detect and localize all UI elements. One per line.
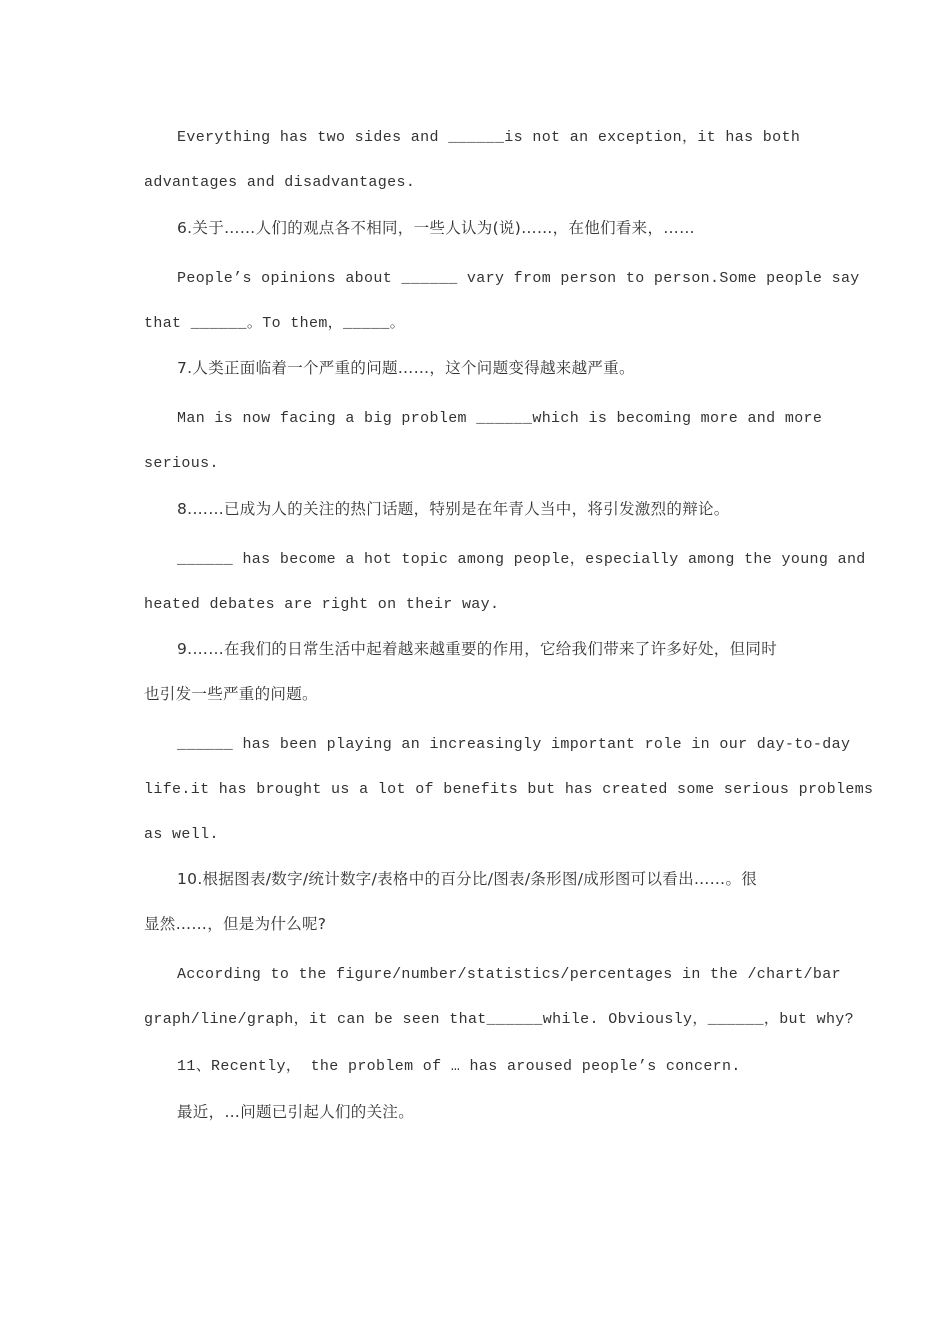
text-line: ______ has been playing an increasingly important role in our day-to-day xyxy=(177,736,851,753)
text-line: Man is now facing a big problem ______which is becoming more and more xyxy=(177,410,823,427)
text-line: Everything has two sides and ______is not an exception，it has both xyxy=(177,129,801,146)
text-line: life.it has brought us a lot of benefits but has created some serious problems xyxy=(144,781,874,798)
text-line: 也引发一些严重的问题。 xyxy=(144,685,318,703)
text-line: graph/line/graph，it can be seen that______while. Obviously，______，but why? xyxy=(144,1011,855,1028)
item-11-english: 11、Recently， the problem of … has aroused people’s concern. xyxy=(177,1058,741,1075)
text-line: serious. xyxy=(144,455,219,472)
text-line: as well. xyxy=(144,826,219,843)
text-line: 显然……，但是为什么呢? xyxy=(144,915,327,933)
text-line: that ______。To them，_____。 xyxy=(144,315,406,332)
item-10-chinese: 10.根据图表/数字/统计数字/表格中的百分比/图表/条形图/成形图可以看出……。很 xyxy=(177,870,758,888)
text-line: ______ has become a hot topic among people，especially among the young and xyxy=(177,551,866,568)
text-line: heated debates are right on their way. xyxy=(144,596,500,613)
item-6-chinese: 6.关于……人们的观点各不相同，一些人认为(说)……，在他们看来，…… xyxy=(177,219,695,237)
text-line: advantages and disadvantages. xyxy=(144,174,416,191)
text-line: According to the figure/number/statistics/percentages in the /chart/bar xyxy=(177,966,841,983)
item-9-chinese: 9.……在我们的日常生活中起着越来越重要的作用，它给我们带来了许多好处，但同时 xyxy=(177,640,777,658)
item-11-chinese: 最近，…问题已引起人们的关注。 xyxy=(177,1103,415,1121)
item-7-chinese: 7.人类正面临着一个严重的问题……，这个问题变得越来越严重。 xyxy=(177,359,635,377)
item-8-chinese: 8.……已成为人的关注的热门话题，特别是在年青人当中，将引发激烈的辩论。 xyxy=(177,500,730,518)
text-line: People’s opinions about ______ vary from person to person.Some people say xyxy=(177,270,860,287)
